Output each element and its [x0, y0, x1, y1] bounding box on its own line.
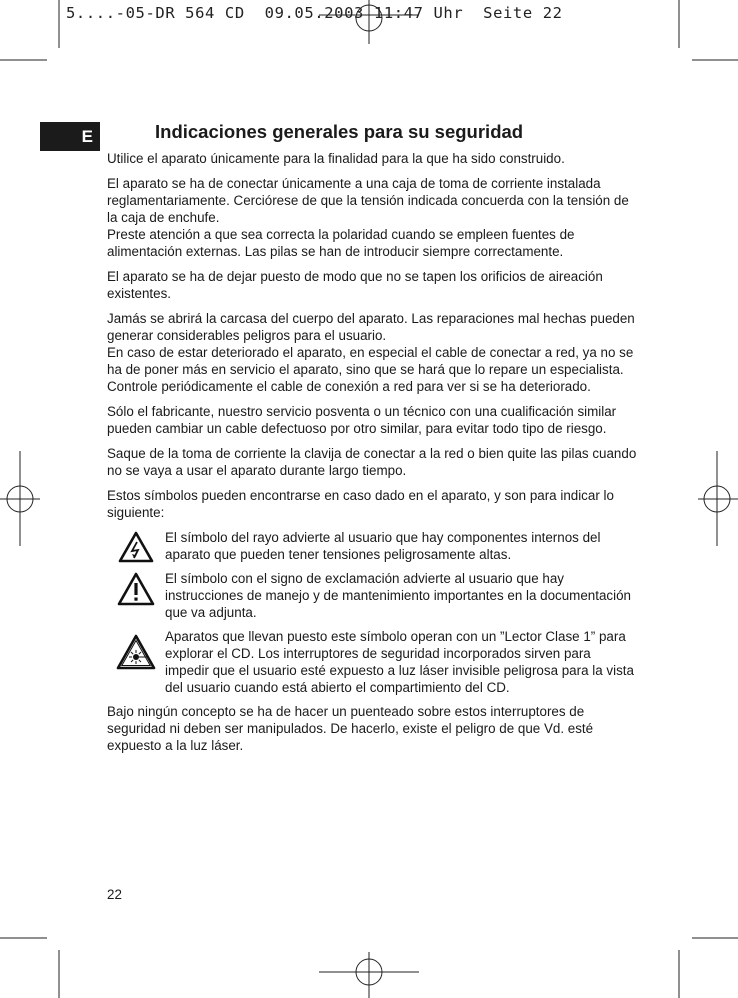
- hazard-text-lightning: El símbolo del rayo advierte al usuario que hay componentes internos del aparato que pueden tener tensiones peligrosamente altas.: [165, 530, 601, 562]
- paragraph-symbols-intro: Estos símbolos pueden encontrarse en caso dado en el aparato, y son para indicar lo siguiente:: [107, 488, 614, 520]
- exclamation-warning-icon: [117, 572, 155, 606]
- paragraph-housing-repairs: Jamás se abrirá la carcasa del cuerpo del aparato. Las reparaciones mal hechas pueden generar considerables peligros para el usuario. En caso de estar deteriorado el aparato, en especial el cable de conectar a red, ya no se ha de poner más en servicio el aparato, sino que se hará que lo repare un especialista. Controle periódicamente el cable de conexión a red para ver si se ha deteriorado.: [107, 311, 635, 394]
- page-number: 22: [107, 887, 122, 902]
- paragraph-ventilation: El aparato se ha de dejar puesto de modo que no se tapen los orificios de aireación existentes.: [107, 269, 603, 301]
- paragraph-unplug: Saque de la toma de corriente la clavija de conectar a la red o bien quite las pilas cuando no se vaya a usar el aparato durante largo tiempo.: [107, 446, 637, 478]
- page-title: Indicaciones generales para su seguridad: [155, 121, 524, 142]
- laser-warning-icon: [116, 634, 156, 670]
- language-tab: E: [40, 122, 100, 151]
- paragraph-intended-use: Utilice el aparato únicamente para la finalidad para la que ha sido construido.: [107, 151, 565, 166]
- paragraph-safety-switches: Bajo ningún concepto se ha de hacer un puenteado sobre estos interruptores de seguridad ni deben ser manipulados. De hacerlo, existe el peligro de que Vd. esté expuesto a la luz láser.: [107, 704, 594, 753]
- lightning-warning-icon: [118, 531, 154, 563]
- paragraph-power-connection: El aparato se ha de conectar únicamente a una caja de toma de corriente instalada reglamentariamente. Cerciórese de que la tensión indicada concuerda con la tensión de la caja de enchufe. Preste atención a que sea correcta la polaridad cuando se empleen fuentes de alimentación externas. Las pilas se han de introducir siempre correctamente.: [107, 176, 629, 259]
- hazard-text-laser: Aparatos que llevan puesto este símbolo operan con un ”Lector Clase 1” para explorar el CD. Los interruptores de seguridad incorporados sirven para impedir que el usuario esté expuesto a luz láser invisible peligrosa para la vista del usuario cuando está abierto el compartimiento del CD.: [165, 629, 634, 695]
- hazard-item-laser: [107, 628, 637, 696]
- paragraph-cable-replacement: Sólo el fabricante, nuestro servicio posventa o un técnico con una cualificación similar pueden cambiar un cable defectuoso por otro similar, para evitar todo tipo de riesgo.: [107, 404, 617, 436]
- safety-content: [107, 150, 637, 762]
- hazard-item-exclamation: [107, 570, 637, 621]
- print-slug: 5....-05-DR 564 CD 09.05.2003 11:47 Uhr Seite 22: [66, 4, 563, 22]
- hazard-item-lightning: [107, 529, 637, 563]
- hazard-text-exclamation: El símbolo con el signo de exclamación advierte al usuario que hay instrucciones de manejo y de mantenimiento importantes en la documentación que va adjunta.: [165, 571, 631, 620]
